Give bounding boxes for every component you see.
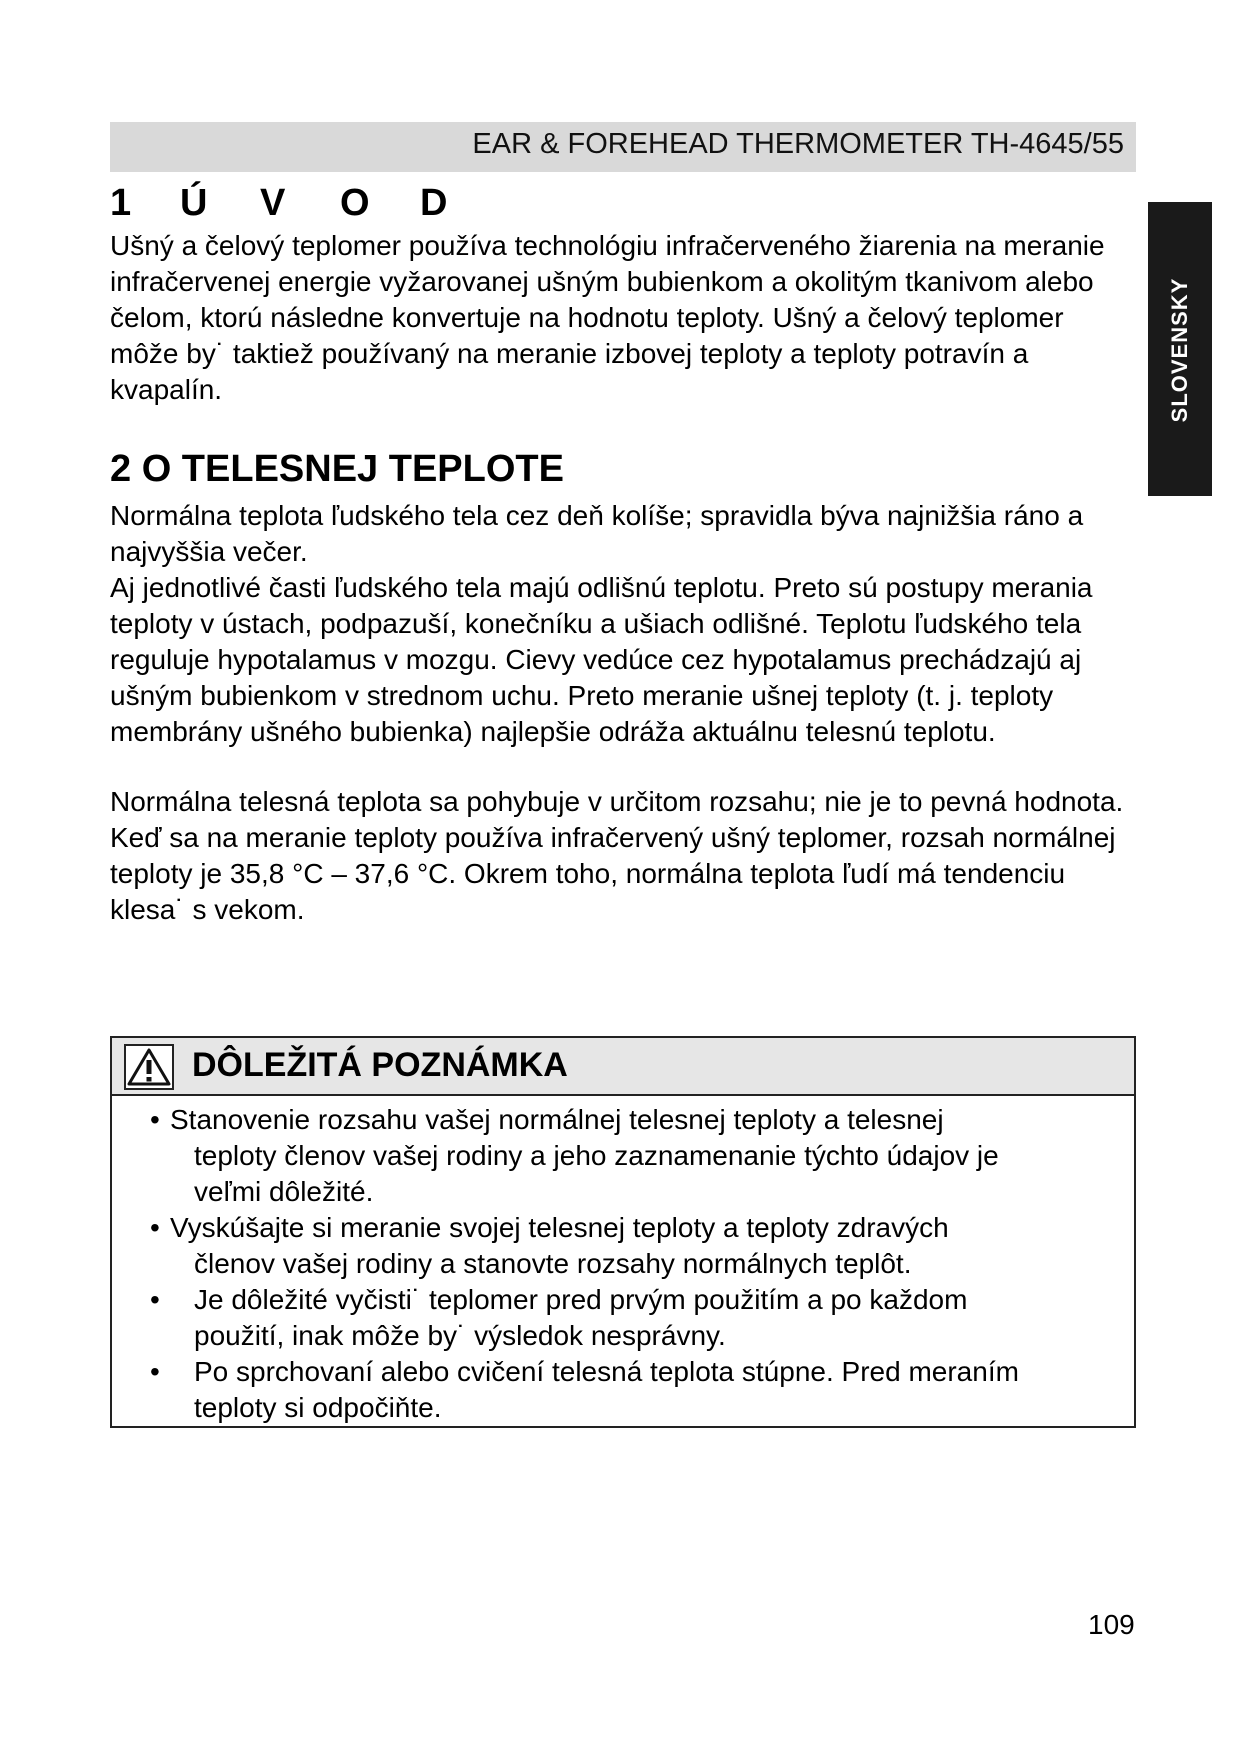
list-item <box>150 1282 1114 1354</box>
list-item-line: teploty si odpočiňte. <box>194 1392 442 1423</box>
section1-letter: Ú <box>180 182 208 224</box>
main-content <box>110 178 1138 928</box>
list-item-line: Stanovenie rozsahu vašej normálnej telesnej teploty a telesnej <box>170 1104 944 1135</box>
language-tab <box>1148 202 1212 496</box>
section2-paragraph: Keď sa na meranie teploty používa infračervený ušný teplomer, rozsah normálnej teploty je 35,8 °C – 37,6 °C. Okrem toho, normálna teplota ľudí má tendenciu klesa˙ s vekom. <box>110 822 1116 925</box>
section1-letter: D <box>420 182 448 224</box>
section1-paragraph: Ušný a čelový teplomer používa technológiu infračerveného žiarenia na meranie infračervenej energie vyžarovanej ušným bubienkom a okolitým tkanivom alebo čelom, ktorú následne konvertuje na hodnotu teploty. Ušný a čelový teplomer môže by˙ taktiež používaný na meranie izbovej teploty a teploty potravín a kvapalín. <box>110 230 1105 405</box>
list-item <box>150 1102 1114 1210</box>
list-item <box>150 1354 1114 1426</box>
list-item <box>150 1210 1114 1282</box>
section1-letter: O <box>340 182 370 224</box>
bullet: • <box>150 1212 160 1243</box>
bullet: • <box>150 1356 160 1387</box>
list-item-line: Po sprchovaní alebo cvičení telesná teplota stúpne. Pred meraním <box>194 1356 1019 1387</box>
bullet: • <box>150 1284 160 1315</box>
section1-number: 1 <box>110 182 132 224</box>
note-list <box>112 1096 1134 1426</box>
language-tab-label: SLOVENSKY <box>1167 277 1192 423</box>
note-title: DÔLEŽITÁ POZNÁMKA <box>192 1046 568 1084</box>
section1-heading <box>110 178 1138 228</box>
header-title: EAR & FOREHEAD THERMOMETER TH-4645/55 <box>472 128 1124 160</box>
section2-paragraph: Normálna telesná teplota sa pohybuje v určitom rozsahu; nie je to pevná hodnota. <box>110 786 1124 817</box>
list-item-line: Je dôležité vyčisti˙ teplomer pred prvým použitím a po každom <box>194 1284 968 1315</box>
note-header <box>112 1038 1134 1096</box>
section2-paragraph: Normálna teplota ľudského tela cez deň kolíše; spravidla býva najnižšia ráno a najvyššia večer. <box>110 500 1084 567</box>
warning-triangle-icon <box>124 1044 174 1090</box>
section2-heading: 2 O TELESNEJ TEPLOTE <box>110 448 564 490</box>
section1-letter: V <box>260 182 286 224</box>
list-item-line: Vyskúšajte si meranie svojej telesnej teploty a teploty zdravých <box>170 1212 949 1243</box>
list-item-line: teploty členov vašej rodiny a jeho zaznamenanie týchto údajov je <box>194 1140 999 1171</box>
important-note-box <box>110 1036 1136 1428</box>
list-item-line: veľmi dôležité. <box>194 1176 374 1207</box>
header-bar <box>110 122 1136 172</box>
section2-paragraph: Aj jednotlivé časti ľudského tela majú odlišnú teplotu. Preto sú postupy merania teploty v ústach, podpazuší, konečníku a ušiach odlišné. Teplotu ľudského tela reguluje hypotalamus v mozgu. Cievy vedúce cez hypotalamus prechádzajú aj ušným bubienkom v strednom uchu. Preto meranie ušnej teploty (t. j. teploty membrány ušného bubienka) najlepšie odráža aktuálnu telesnú teplotu. <box>110 572 1093 747</box>
list-item-line: použití, inak môže by˙ výsledok nesprávny. <box>194 1320 726 1351</box>
page-number: 109 <box>1088 1609 1135 1640</box>
list-item-line: členov vašej rodiny a stanovte rozsahy normálnych teplôt. <box>194 1248 912 1279</box>
bullet: • <box>150 1104 160 1135</box>
paragraph-gap <box>110 750 1138 784</box>
